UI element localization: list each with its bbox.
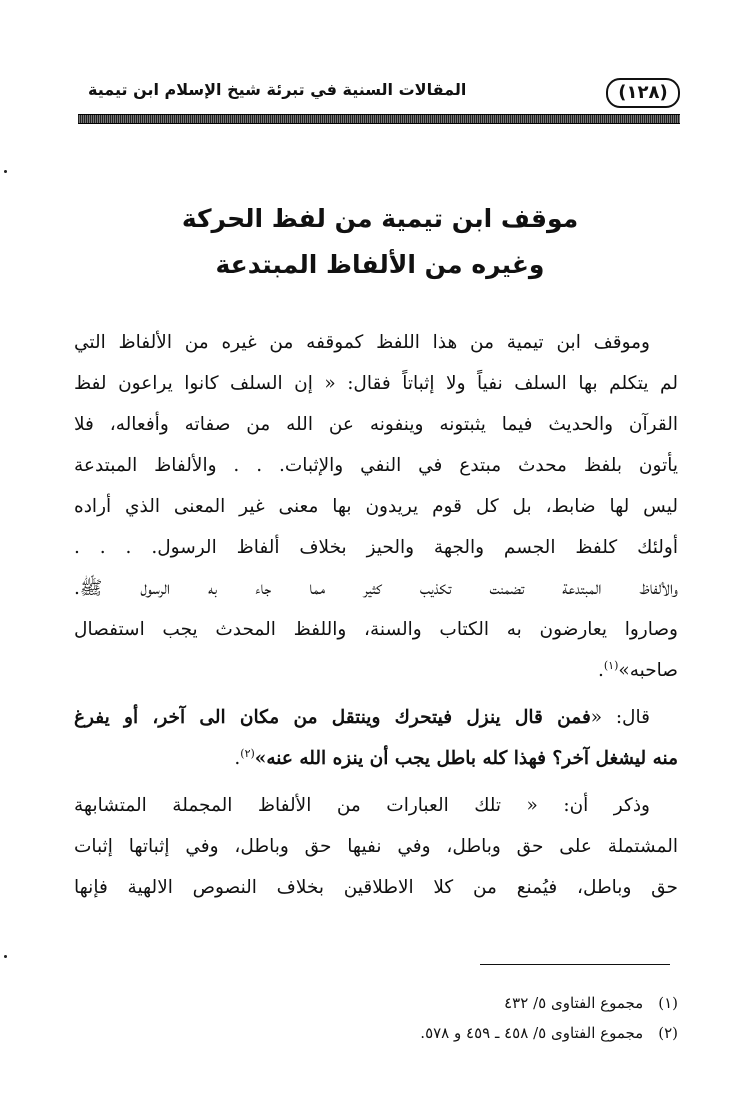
footnotes xyxy=(300,988,678,1048)
text-line xyxy=(74,738,678,779)
footnote-2 xyxy=(300,1018,678,1048)
text-line: أولئك كلفظ الجسم والجهة والحيز بخلاف ألفاظ الرسول. . . . xyxy=(74,537,678,558)
text-line: والألفاظ المبتدعة تضمنت تكذيب كثير مما جاء به الرسول ﷺ. xyxy=(74,578,678,599)
footnote-text: مجموع الفتاوى ٥/ ٤٥٨ ـ ٤٥٩ و ٥٧٨. xyxy=(420,1024,644,1042)
body-text xyxy=(74,322,678,908)
text-line: لم يتكلم بها السلف نفياً ولا إثباتاً فقال: « إن السلف كانوا يراعون لفظ xyxy=(74,373,678,394)
text-fragment: قال: « xyxy=(590,707,650,728)
footnote-rule xyxy=(480,964,670,965)
footnote-1 xyxy=(300,988,678,1018)
section-heading-line-2: وغيره من الألفاظ المبتدعة xyxy=(215,250,545,279)
text-line xyxy=(74,697,678,738)
running-title: المقالات السنية في تبرئة شيخ الإسلام ابن تيمية xyxy=(88,80,467,99)
footnote-ref-1[interactable]: (١) xyxy=(603,658,619,672)
quoted-text: منه ليشغل آخر؟ فهذا كله باطل يجب أن ينزه الله عنه» xyxy=(254,748,678,769)
text-line: يأتون بلفظ محدث مبتدع في النفي والإثبات. . . والألفاظ المبتدعة xyxy=(74,455,678,476)
text-line: المشتملة على حق وباطل، وفي نفيها حق وباطل، وفي إثباتها إثبات xyxy=(74,836,678,857)
scan-mark xyxy=(4,170,7,173)
text-line: وموقف ابن تيمية من هذا اللفظ كموقفه من غيره من الألفاظ التي xyxy=(74,332,650,353)
paragraph-1 xyxy=(74,322,678,691)
footnote-text: مجموع الفتاوى ٥/ ٤٣٢ xyxy=(504,994,644,1012)
page-number: (١٢٨) xyxy=(606,78,680,108)
text-line: ليس لها ضابط، بل كل قوم يريدون بها معنى غير المعنى الذي أراده xyxy=(74,496,678,517)
text-fragment: . xyxy=(234,748,241,769)
running-header xyxy=(80,70,680,110)
text-line: القرآن والحديث فيما يثبتونه وينفونه عن الله من صفاته وأفعاله، فلا xyxy=(74,414,678,435)
footnote-number: (١) xyxy=(658,994,678,1012)
text-fragment: صاحبه» xyxy=(618,660,678,681)
text-line: وصاروا يعارضون به الكتاب والسنة، واللفظ المحدث يجب استفصال xyxy=(74,619,678,640)
footnote-ref-2[interactable]: (٢) xyxy=(240,746,255,760)
text-fragment: . xyxy=(597,660,604,681)
header-rule xyxy=(78,114,680,124)
paragraph-3 xyxy=(74,785,678,908)
scan-mark xyxy=(4,955,7,958)
footnote-number: (٢) xyxy=(658,1024,678,1042)
text-line xyxy=(74,650,678,691)
section-heading-line-1: موقف ابن تيمية من لفظ الحركة xyxy=(181,204,579,233)
text-line: حق وباطل، فيُمنع من كلا الاطلاقين بخلاف النصوص الالهية فإنها xyxy=(74,877,678,898)
paragraph-2 xyxy=(74,697,678,779)
section-heading xyxy=(90,196,670,288)
text-line: وذكر أن: « تلك العبارات من الألفاظ المجملة المتشابهة xyxy=(74,795,650,816)
quoted-text: فمن قال ينزل فيتحرك وينتقل من مكان الى آخر، أو يفرغ xyxy=(74,707,591,728)
